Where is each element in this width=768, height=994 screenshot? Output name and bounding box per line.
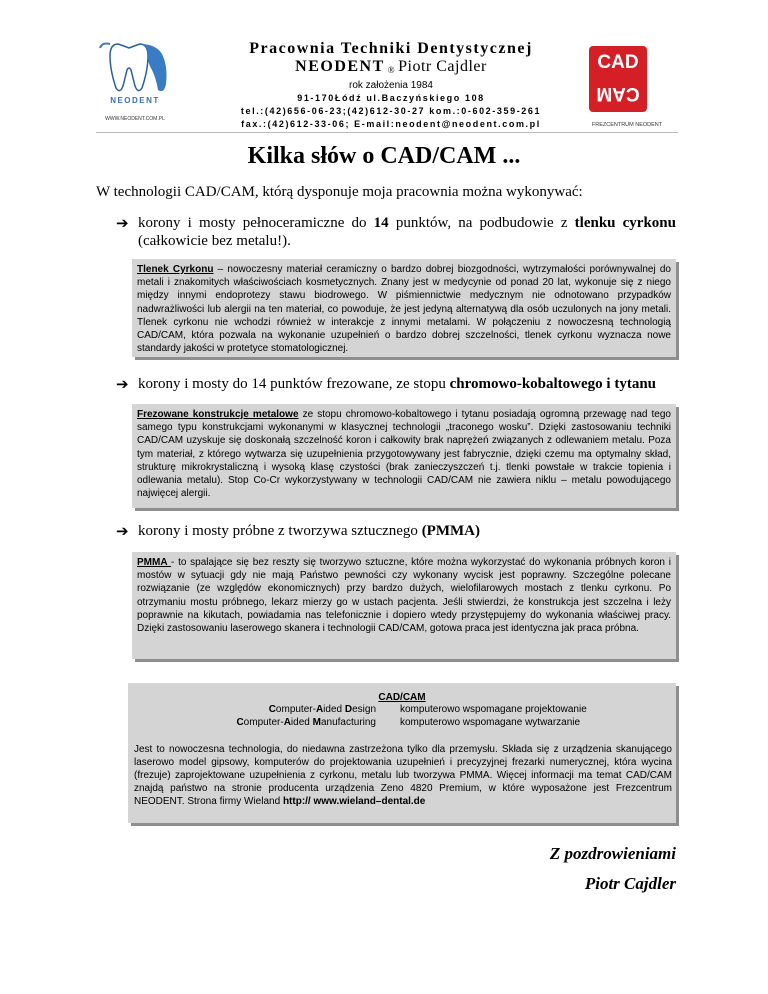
fax-email: fax.:(42)612-33-06; E-mail:neodent@neodent.com.pl xyxy=(241,119,541,129)
cadcam-box-title: CAD/CAM xyxy=(378,692,426,703)
cadcam-logo-caption: FREZCENTRUM NEODENT xyxy=(591,122,663,128)
neodent-tooth-logo-icon xyxy=(96,40,174,96)
term-part: anufacturing xyxy=(320,717,376,728)
arrow-right-icon: ➔ xyxy=(116,375,129,393)
bullet-text-part: korony i mosty pełnoceramiczne do xyxy=(138,215,374,231)
intro-text: W technologii CAD/CAM, którą dysponuje moja pracownia można wykonywać: xyxy=(96,184,583,200)
founded-year: rok założenia 1984 xyxy=(349,80,433,91)
info-box-lead: Tlenek Cyrkonu xyxy=(137,264,214,275)
neodent-website: WWW.NEODENT.COM.PL xyxy=(105,116,165,122)
neodent-logo xyxy=(96,38,176,128)
closing-greeting: Z pozdrowieniami xyxy=(549,844,676,863)
term-part: esign xyxy=(352,704,376,715)
registered-mark: ® xyxy=(387,65,396,75)
cadcam-logo-cam: CAM xyxy=(596,83,640,104)
bullet-text-part: korony i mosty do 14 punktów frezowane, ze stopu xyxy=(138,376,450,392)
cadcam-description xyxy=(134,743,672,808)
bullet-text xyxy=(138,375,676,393)
cadcam-logo xyxy=(585,46,673,130)
term-part: ided xyxy=(290,717,313,728)
info-box-text: - to spalające się bez reszty się tworzywo sztuczne, które można wykorzystać do wykonania próbnych koron i mostów w sytuacji gdy nie mają Państwo pewności czy wykonany wycisk jest poprawny. Szczególne polecane rozwiązanie (ze względów ekonomicznych) przy bardzo dużych, wielofilarowych mostach z tlenku cyrkonu. Po otrzymaniu mostu próbnego, lekarz mierzy go w ustach pacjenta. Jeśli stwierdzi, że konstrukcja jest szczelna i leży poprawnie na kikutach, powiadamia nas telefonicznie i dopiero wtedy przystępujemy do wykonania właściwej pracy. Dzięki zastosowaniu laserowego skanera i technologii CAD/CAM, gotowa praca jest identyczna jak praca próbna. xyxy=(137,557,671,635)
address: 91-170Łódź ul.Baczyńskiego 108 xyxy=(297,93,485,103)
info-box-zirconia xyxy=(132,259,676,357)
term-initial: M xyxy=(312,717,321,728)
info-box-lead: Frezowane konstrukcje metalowe xyxy=(137,409,299,420)
page-title: Kilka słów o CAD/CAM ... xyxy=(247,143,521,169)
company-brand: NEODENT xyxy=(295,58,385,75)
info-box-lead: PMMA xyxy=(137,557,171,568)
bullet-text-part: (całkowicie bez metalu!). xyxy=(138,233,291,249)
letterhead-text xyxy=(191,38,591,131)
term-initial: A xyxy=(315,704,324,715)
term-initial: D xyxy=(344,704,353,715)
bullet-text xyxy=(138,522,676,540)
bullet-material: chromowo-kobaltowego i tytanu xyxy=(449,376,656,392)
signature-name: Piotr Cajdler xyxy=(584,874,676,893)
cadcam-logo-cad: CAD xyxy=(597,52,639,73)
info-box-cadcam xyxy=(128,683,676,823)
wieland-website-link[interactable]: http:// www.wieland–dental.de xyxy=(282,796,426,807)
info-box-pmma xyxy=(132,552,676,659)
bullet-text-part: korony i mosty próbne z tworzywa sztucznego xyxy=(138,523,422,539)
owner-name: Piotr Cajdler xyxy=(398,58,487,75)
bullet-number: 14 xyxy=(373,215,389,231)
term-initial: A xyxy=(283,717,291,728)
cadcam-term-pl: komputerowo wspomagane projektowanie xyxy=(400,704,587,715)
bullet-material: tlenku cyrkonu xyxy=(574,215,676,231)
term-part: ided xyxy=(323,704,345,715)
bullet-text xyxy=(138,214,676,250)
arrow-right-icon: ➔ xyxy=(116,522,129,540)
bullet-material: (PMMA) xyxy=(421,523,480,539)
bullet-text-part: punktów, na podbudowie z xyxy=(388,215,575,231)
info-box-text: ze stopu chromowo-kobaltowego i tytanu posiadają ogromną przewagę nad tego samego typu konstrukcjami wykonanymi w klasycznej technologii „traconego wosku”. Dzięki zastosowaniu techniki CAD/CAM uzyskuje się doskonałą szczelność koron i całkowity brak naprężeń związanych z odlewaniem metalu. Poza tym materiał, z którego wytwarza się uzupełnienia przygotowywany jest fabrycznie, dzięki czemu ma optymalny skład, strukturę mikrokrystaliczną i wysoką klasę czystości (brak zanieczyszczeń t.j. tlenki powstałe w trakcie topienia i odlewania metalu). Stop Co-Cr wykorzystywany w technologii CAD/CAM nie zawiera niklu – metalu powodującego najwięcej alergii. xyxy=(137,409,671,500)
term-initial: C xyxy=(268,704,276,715)
company-name: Pracownia Techniki Dentystycznej xyxy=(249,40,533,57)
company-owner-line xyxy=(191,58,591,79)
cadcam-term-en xyxy=(269,703,376,716)
header-divider xyxy=(96,132,678,133)
neodent-logo-text: NEODENT xyxy=(110,96,160,105)
info-box-milled-metal xyxy=(132,404,676,508)
letterhead xyxy=(96,38,678,130)
cadcam-term-en xyxy=(236,716,376,729)
term-initial: C xyxy=(236,717,244,728)
phone-numbers: tel.:(42)656-06-23;(42)612-30-27 kom.:0-602-359-261 xyxy=(240,106,542,116)
info-box-text: – nowoczesny materiał ceramiczny o bardzo dobrej biozgodności, wytrzymałości porównywalnej do metali i znakomitych właściwościach kosmetycznych. Znany jest w medycynie od ponad 20 lat, wykonuje się z niego między innymi endoprotezy stawu biodrowego. W piśmiennictwie medycznym nie odnotowano przypadków nadwrażliwości lub alergii na ten materiał, co powoduje, że jest jedyną alternatywą dla osób uczulonych na jony metali. Tlenek cyrkonu nie wchodzi również w interakcje z innymi metalami. W połączeniu z nowoczesną technologią CAD/CAM, która pozwala na wykonanie uzupełnień o bardzo dobrej szczelności, tlenek cyrkonu wyznacza nowe standardy jakości w protetyce stomatologicznej. xyxy=(137,264,671,355)
cadcam-term-pl: komputerowo wspomagane wytwarzanie xyxy=(400,717,581,728)
term-part: omputer- xyxy=(275,704,316,715)
term-part: omputer- xyxy=(243,717,284,728)
arrow-right-icon: ➔ xyxy=(116,214,129,232)
cadcam-description-text: Jest to nowoczesna technologia, do niedawna zastrzeżona tylko dla przemysłu. Składa się z urządzenia skanującego laserowo model gipsowy, komputerów do projektowania uzupełnień i precyzyjnej frezarki numerycznej, która wycina (frezuje) zaprojektowane uzupełnienia z cyrkonu, metalu lub tworzywa PMMA. Więcej informacji ma temat CAD/CAM znajdą państwo na stronie producenta urządzenia Zeno 4820 Premium, w które wyposażone jest Frezcentrum NEODENT. Strona firmy Wieland xyxy=(134,744,672,807)
